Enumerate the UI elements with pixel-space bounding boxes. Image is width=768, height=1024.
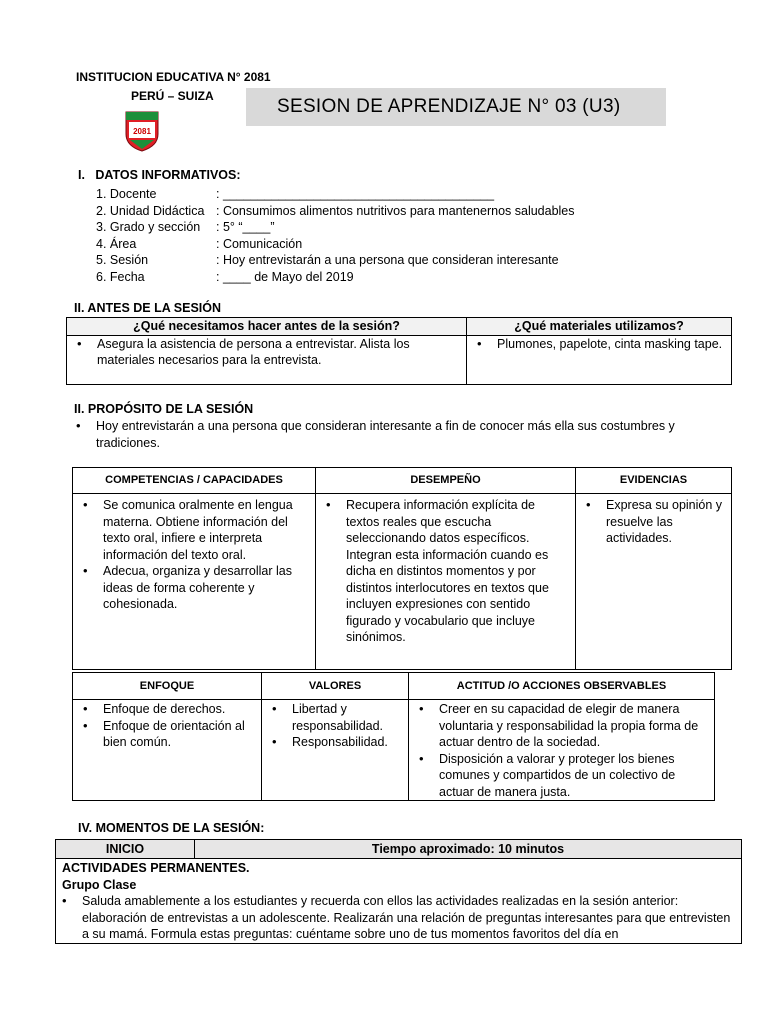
valores-cell xyxy=(262,700,409,801)
school-crest-icon xyxy=(124,110,160,152)
list-item: • Recupera información explícita de textos reales que escucha seleccionando datos específicos. Integran esta información cuando es dicha en distintos momentos y por distintos interlocutores en textos que incluyen expresiones con sentido figurado y vocabulario que incluye sinónimos. xyxy=(320,497,571,646)
info-value: : Hoy entrevistarán a una persona que consideran interesante xyxy=(216,253,559,267)
enfoque-table xyxy=(72,672,715,801)
enfoque-cell xyxy=(73,700,262,801)
list-item: • Creer en su capacidad de elegir de manera voluntaria y responsabilidad la propia forma de actuar dentro de la sociedad. xyxy=(413,701,710,751)
antes-col2-header: ¿Qué materiales utilizamos? xyxy=(467,318,732,336)
session-title: SESION DE APRENDIZAJE N° 03 (U3) xyxy=(246,88,666,126)
actividades-title: ACTIVIDADES PERMANENTES. xyxy=(62,861,250,875)
info-value: : Comunicación xyxy=(216,236,303,251)
antes-table xyxy=(66,317,732,385)
list-item: • Saluda amablemente a los estudiantes y recuerda con ellos las actividades realizadas en la sesión anterior: elaboración de entrevistas a un adolescente. Realizarán una relación de preguntas interesantes para que entrevisten a su mamá. Formula estas preguntas: cuéntame sobre uno de tus momentos favoritos del día en xyxy=(56,893,735,943)
info-value: : 5° “____” xyxy=(216,220,275,234)
info-label: 2. Unidad Didáctica xyxy=(96,203,205,218)
info-row-sesion xyxy=(96,253,559,267)
valores-header: VALORES xyxy=(262,673,409,700)
list-item: • Hoy entrevistarán a una persona que consideran interesante a fin de conocer más ella sus costumbres y tradiciones. xyxy=(70,418,710,451)
info-label: 3. Grado y sección xyxy=(96,220,201,234)
proposito-text xyxy=(70,418,710,451)
inicio-header: INICIO xyxy=(56,840,195,859)
info-label: 5. Sesión xyxy=(96,253,149,267)
section-proposito-heading: II. PROPÓSITO DE LA SESIÓN xyxy=(74,402,254,416)
enfoque-header: ENFOQUE xyxy=(73,673,262,700)
info-label: 6. Fecha xyxy=(96,269,145,284)
momentos-table xyxy=(55,839,742,944)
actitud-header: ACTITUD /O ACCIONES OBSERVABLES xyxy=(409,673,715,700)
list-item: • Asegura la asistencia de persona a entrevistar. Alista los materiales necesarios para la entrevista. xyxy=(71,336,462,369)
info-label: 1. Docente xyxy=(96,187,157,201)
school-subtitle: PERÚ – SUIZA xyxy=(131,89,214,103)
list-item: • Libertad y responsabilidad. xyxy=(266,701,404,734)
antes-col1-header: ¿Qué necesitamos hacer antes de la sesión? xyxy=(67,318,467,336)
inicio-content xyxy=(56,859,742,944)
info-row-docente xyxy=(96,187,494,201)
section-number: I. xyxy=(78,168,85,182)
competencias-header: COMPETENCIAS / CAPACIDADES xyxy=(73,468,316,494)
info-row-area xyxy=(96,237,302,251)
actitud-cell xyxy=(409,700,715,801)
info-row-fecha xyxy=(96,270,354,284)
desempeno-cell xyxy=(316,494,576,670)
info-row-unidad xyxy=(96,204,575,218)
tiempo-header: Tiempo aproximado: 10 minutos xyxy=(195,840,742,859)
info-value: : ____ de Mayo del 2019 xyxy=(216,269,354,284)
section-momentos-heading: IV. MOMENTOS DE LA SESIÓN: xyxy=(78,821,265,835)
crest-number: 2081 xyxy=(133,127,151,136)
section-datos-heading xyxy=(78,168,241,182)
section-antes-heading: II. ANTES DE LA SESIÓN xyxy=(74,301,222,315)
evidencias-cell xyxy=(576,494,732,670)
list-item: • Se comunica oralmente en lengua materna. Obtiene información del texto oral, infiere e interpreta información del texto oral. xyxy=(77,497,311,563)
competencias-cell xyxy=(73,494,316,670)
info-label: 4. Área xyxy=(96,236,137,251)
list-item: • Enfoque de derechos. xyxy=(77,701,257,718)
list-item: • Disposición a valorar y proteger los bienes comunes y compartidos de un colectivo de actuar de manera justa. xyxy=(413,751,710,801)
list-item: • Expresa su opinión y resuelve las actividades. xyxy=(580,497,727,547)
list-item: • Adecua, organiza y desarrollar las ideas de forma coherente y cohesionada. xyxy=(77,563,311,613)
list-item: • Responsabilidad. xyxy=(266,734,404,751)
evidencias-header: EVIDENCIAS xyxy=(576,468,732,494)
list-item: • Plumones, papelote, cinta masking tape. xyxy=(471,336,727,353)
info-row-grado xyxy=(96,220,275,234)
grupo-title: Grupo Clase xyxy=(62,877,137,892)
section-title: DATOS INFORMATIVOS: xyxy=(95,168,241,182)
antes-col1-cell xyxy=(67,335,467,384)
competencias-table xyxy=(72,467,732,670)
desempeno-header: DESEMPEÑO xyxy=(316,468,576,494)
antes-col2-cell xyxy=(467,335,732,384)
info-value: : _______________________________________ xyxy=(216,187,495,201)
info-value: : Consumimos alimentos nutritivos para mantenernos saludables xyxy=(216,203,575,218)
school-name: INSTITUCION EDUCATIVA N° 2081 xyxy=(76,70,271,84)
list-item: • Enfoque de orientación al bien común. xyxy=(77,718,257,751)
